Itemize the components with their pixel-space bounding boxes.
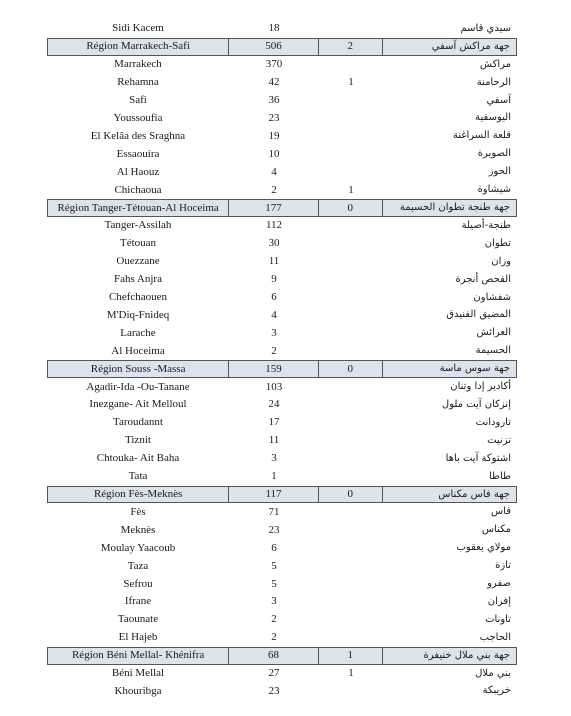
name-fr-cell: Chefchaouen: [108, 291, 168, 304]
name-fr-cell: Fès: [130, 505, 146, 518]
province-row: [47, 56, 517, 74]
name-fr-cell: Fahs Anjra: [114, 273, 162, 286]
province-row: [47, 342, 517, 360]
name-ar-cell: آسفي: [486, 94, 511, 106]
count-cell: 103: [265, 380, 283, 393]
name-ar-cell: قلعة السراغنة: [452, 130, 511, 142]
name-ar-cell: طنجة-أصيلة: [461, 219, 511, 231]
name-ar-cell: تاونات: [485, 613, 511, 625]
count-cell: 24: [268, 398, 280, 411]
name-fr-cell: M'Diq-Fnideq: [106, 308, 170, 321]
name-fr-cell: Ifrane: [124, 595, 152, 608]
province-row: [47, 450, 517, 468]
count-cell: 159: [229, 361, 319, 377]
count-cell: 30: [268, 237, 280, 250]
name-ar-cell: الصويرة: [477, 148, 511, 160]
province-row: [47, 110, 517, 128]
name-ar-cell: تارودانت: [475, 416, 511, 428]
province-row: [47, 324, 517, 342]
extra-count-cell: 2: [319, 39, 383, 55]
name-ar-cell: وزان: [491, 255, 511, 267]
region-row: [47, 486, 517, 504]
name-fr-cell: Tiznit: [125, 434, 151, 447]
name-ar-cell: صفرو: [487, 578, 511, 590]
name-ar-cell: بني ملال: [475, 667, 511, 679]
count-cell: 9: [271, 273, 277, 286]
name-fr-cell: Région Béni Mellal- Khénifra: [48, 648, 229, 664]
name-fr-cell: Khouribga: [114, 684, 162, 697]
count-cell: 3: [271, 452, 277, 465]
name-ar-cell: شيشاوة: [477, 184, 511, 196]
name-fr-cell: Inezgane- Ait Melloul: [89, 398, 187, 411]
name-fr-cell: Taroudannt: [113, 416, 163, 429]
name-fr-cell: Région Fès-Meknès: [48, 487, 229, 503]
province-row: [47, 127, 517, 145]
name-ar-cell: أكادير إدا وتنان: [450, 381, 511, 393]
count-cell: 23: [268, 111, 280, 124]
province-row: [47, 468, 517, 486]
name-ar-cell: الحسيمة: [475, 345, 511, 357]
name-fr-cell: Safi: [129, 94, 147, 107]
name-fr-cell: Essaouira: [116, 147, 160, 160]
count-cell: 42: [268, 76, 280, 89]
name-fr-cell: Marrakech: [114, 58, 162, 71]
extra-count-cell: 1: [348, 76, 354, 89]
province-row: [47, 396, 517, 414]
name-fr-cell: Tétouan: [119, 237, 157, 250]
name-fr-cell: Al Haouz: [116, 165, 160, 178]
name-ar-cell: فاس: [490, 506, 511, 518]
name-ar-cell: سيدي قاسم: [460, 22, 511, 34]
count-cell: 23: [268, 523, 280, 536]
province-row: [47, 307, 517, 325]
name-ar-cell: اشتوكة آيت باها: [445, 452, 511, 464]
count-cell: 5: [271, 577, 277, 590]
count-cell: 2: [271, 613, 277, 626]
extra-count-cell: 0: [319, 487, 383, 503]
name-ar-cell: تطوان: [484, 237, 511, 249]
name-ar-cell: إنزكان آيت ملول: [441, 398, 511, 410]
name-ar-cell: تزنيت: [487, 434, 511, 446]
count-cell: 17: [268, 416, 280, 429]
province-row: [47, 181, 517, 199]
count-cell: 6: [271, 541, 277, 554]
name-fr-cell: Région Souss -Massa: [48, 361, 229, 377]
regions-table: [47, 20, 517, 700]
region-row: [47, 38, 517, 56]
name-ar-cell: الحوز: [488, 166, 511, 178]
province-row: [47, 683, 517, 701]
province-row: [47, 575, 517, 593]
name-fr-cell: Béni Mellal: [111, 667, 165, 680]
name-fr-cell: Taounate: [117, 613, 159, 626]
count-cell: 4: [271, 308, 277, 321]
name-ar-cell: الرحامنة: [476, 76, 511, 88]
name-ar-cell: جهة طنجة تطوان الحسيمة: [399, 202, 510, 214]
name-fr-cell: El Hajeb: [118, 631, 158, 644]
count-cell: 71: [268, 505, 280, 518]
province-row: [47, 271, 517, 289]
count-cell: 177: [229, 200, 319, 216]
name-fr-cell: Chtouka- Ait Baha: [96, 452, 180, 465]
count-cell: 68: [229, 648, 319, 664]
name-ar-cell: طاطا: [488, 470, 511, 482]
name-fr-cell: Sidi Kacem: [112, 22, 164, 35]
name-ar-cell: جهة بني ملال خنيفرة: [423, 649, 510, 661]
name-ar-cell: الفحص أنجرة: [455, 273, 511, 285]
name-ar-cell: العرائش: [476, 327, 511, 339]
name-ar-cell: جهة سوس ماسة: [439, 363, 510, 375]
province-row: [47, 74, 517, 92]
name-ar-cell: خريبكة: [482, 685, 511, 697]
province-row: [47, 557, 517, 575]
name-fr-cell: Taza: [127, 559, 149, 572]
province-row: [47, 593, 517, 611]
name-fr-cell: Rehamna: [117, 76, 159, 89]
count-cell: 10: [268, 147, 280, 160]
region-row: [47, 360, 517, 378]
extra-count-cell: 1: [319, 648, 383, 664]
count-cell: 2: [271, 631, 277, 644]
count-cell: 112: [265, 219, 283, 232]
extra-count-cell: 1: [348, 667, 354, 680]
count-cell: 5: [271, 559, 277, 572]
province-row: [47, 20, 517, 38]
name-ar-cell: إفران: [487, 595, 511, 607]
region-row: [47, 647, 517, 665]
count-cell: 2: [271, 183, 277, 196]
name-fr-cell: Ouezzane: [116, 255, 160, 268]
name-fr-cell: Chichaoua: [114, 183, 162, 196]
name-fr-cell: Agadir-Ida -Ou-Tanane: [86, 380, 190, 393]
extra-count-cell: 0: [319, 361, 383, 377]
name-fr-cell: Youssoufia: [113, 111, 163, 124]
extra-count-cell: 0: [319, 200, 383, 216]
name-ar-cell: تازة: [495, 560, 511, 572]
province-row: [47, 432, 517, 450]
extra-count-cell: 1: [348, 183, 354, 196]
count-cell: 370: [265, 58, 283, 71]
count-cell: 4: [271, 165, 277, 178]
province-row: [47, 217, 517, 235]
count-cell: 18: [268, 22, 280, 35]
name-fr-cell: Région Tanger-Tétouan-Al Hoceima: [48, 200, 229, 216]
province-row: [47, 235, 517, 253]
count-cell: 1: [271, 470, 277, 483]
name-fr-cell: Tata: [128, 470, 148, 483]
province-row: [47, 289, 517, 307]
count-cell: 2: [271, 344, 277, 357]
name-ar-cell: جهة فاس مكناس: [438, 488, 510, 500]
name-ar-cell: الحاجب: [479, 631, 511, 643]
name-fr-cell: Al Hoceima: [111, 344, 165, 357]
count-cell: 506: [229, 39, 319, 55]
count-cell: 11: [268, 255, 280, 268]
province-row: [47, 92, 517, 110]
province-row: [47, 414, 517, 432]
name-ar-cell: اليوسفية: [475, 112, 511, 124]
name-fr-cell: Tanger-Assilah: [104, 219, 172, 232]
count-cell: 117: [229, 487, 319, 503]
name-ar-cell: مكناس: [481, 524, 511, 536]
name-fr-cell: El Kelâa des Sraghna: [90, 129, 186, 142]
name-ar-cell: شفشاون: [473, 291, 511, 303]
province-row: [47, 253, 517, 271]
province-row: [47, 665, 517, 683]
name-ar-cell: المضيق الفنيدق: [446, 309, 511, 321]
province-row: [47, 629, 517, 647]
count-cell: 19: [268, 129, 280, 142]
region-row: [47, 199, 517, 217]
count-cell: 11: [268, 434, 280, 447]
province-row: [47, 611, 517, 629]
name-fr-cell: Sefrou: [123, 577, 153, 590]
count-cell: 3: [271, 595, 277, 608]
count-cell: 3: [271, 326, 277, 339]
name-ar-cell: مولاي يعقوب: [456, 542, 511, 554]
name-fr-cell: Région Marrakech-Safi: [48, 39, 229, 55]
name-ar-cell: جهة مراكش آسفي: [431, 40, 510, 52]
province-row: [47, 145, 517, 163]
count-cell: 27: [268, 667, 280, 680]
province-row: [47, 378, 517, 396]
name-fr-cell: Meknès: [120, 523, 156, 536]
name-fr-cell: Moulay Yaacoub: [100, 541, 176, 554]
province-row: [47, 503, 517, 521]
count-cell: 23: [268, 684, 280, 697]
name-fr-cell: Larache: [120, 326, 156, 339]
count-cell: 36: [268, 94, 280, 107]
province-row: [47, 521, 517, 539]
province-row: [47, 163, 517, 181]
province-row: [47, 539, 517, 557]
name-ar-cell: مراكش: [479, 58, 511, 70]
count-cell: 6: [271, 291, 277, 304]
